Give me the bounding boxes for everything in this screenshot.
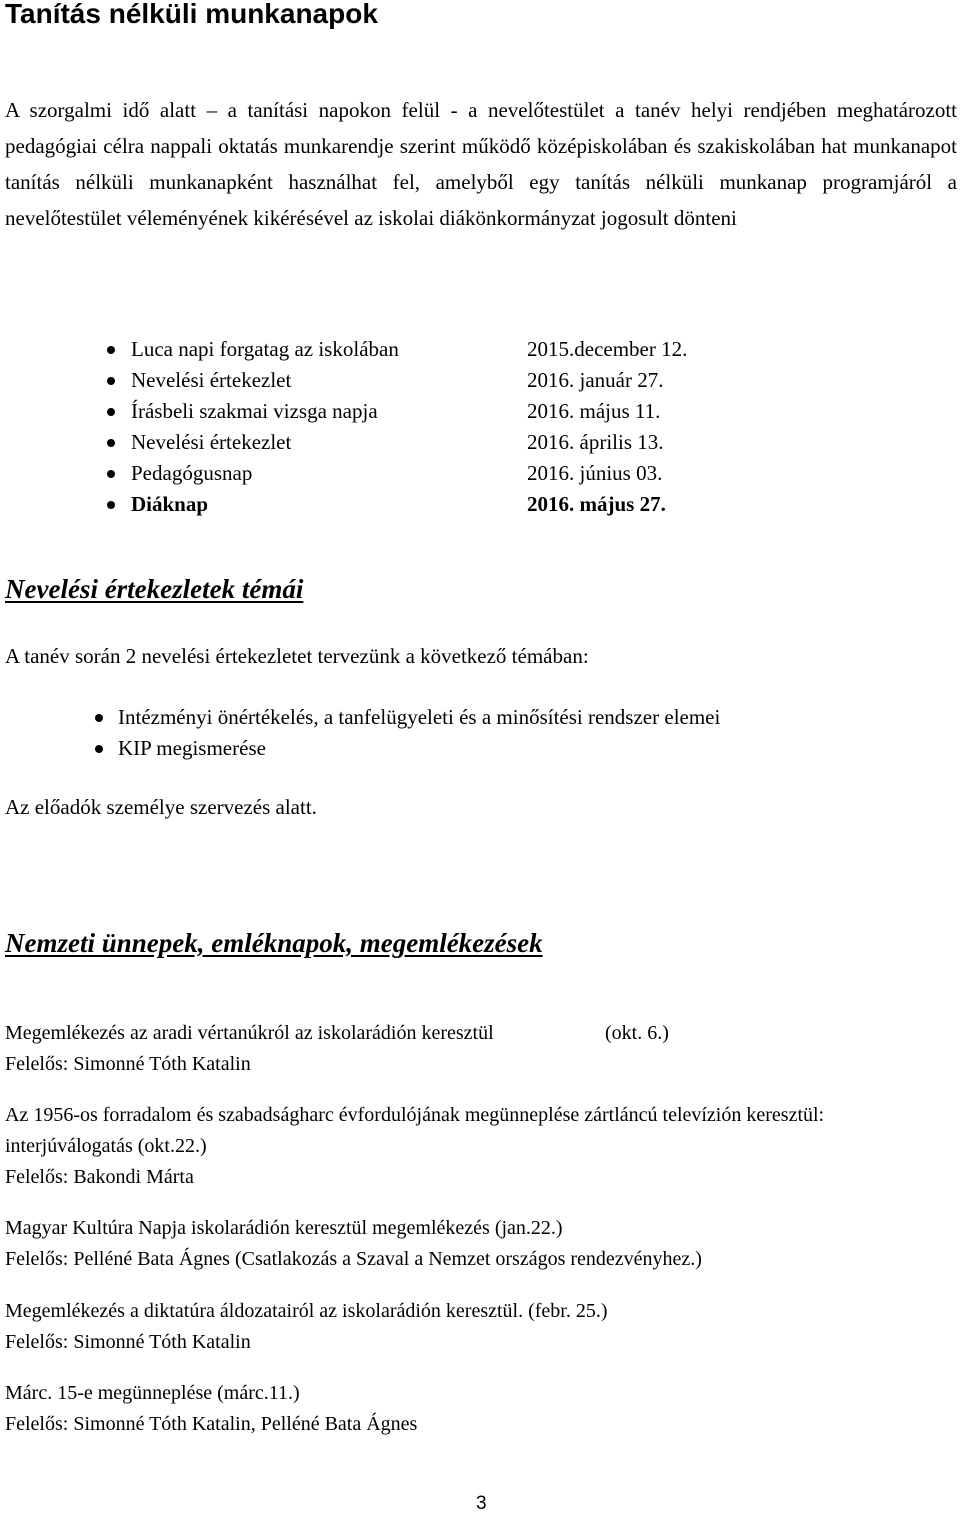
entry-date: (okt. 6.) [605,1022,669,1044]
event-date: 2016. június 03. [527,461,663,485]
bullet-icon [95,745,103,753]
entry-title: Az 1956-os forradalom és szabadságharc évfordulójának megünneplése zártláncú televízión keresztül: [5,1104,825,1126]
entry-title: Márc. 15-e megünneplése (márc.11.) [5,1382,300,1404]
section-heading-meetings: Nevelési értekezletek témái [5,574,304,604]
event-date: 2016. április 13. [527,430,664,454]
topic-text: Intézményi önértékelés, a tanfelügyeleti és a minősítési rendszer elemei [118,705,721,729]
event-name: Írásbeli szakmai vizsga napja [131,399,378,423]
intro-paragraph: A szorgalmi idő alatt – a tanítási napokon felül - a nevelőtestület a tanév helyi rendjében meghatározott pedagógiai célra nappali oktatás munkarendje szerint működő középiskolában és szakiskolában hat munkanapot tanítás nélküli munkanapként használhat fel, amelyből egy tanítás nélküli munkanap programjáról a nevelőtestület véleményének kikérésével az iskolai diákönkormányzat jogosult dönteni [5,98,957,230]
bullet-icon [107,439,115,447]
speakers-note: Az előadók személye szervezés alatt. [5,795,317,819]
entry-responsible: Felelős: Bakondi Márta [5,1166,194,1188]
event-name: Luca napi forgatag az iskolában [131,337,399,361]
event-date: 2016. január 27. [527,368,664,392]
event-name: Nevelési értekezlet [131,368,292,392]
entry-responsible: Felelős: Simonné Tóth Katalin, Pelléné Bata Ágnes [5,1413,418,1435]
bullet-icon [95,714,103,722]
entry-responsible: Felelős: Pelléné Bata Ágnes (Csatlakozás a Szaval a Nemzet országos rendezvényhez.) [5,1248,702,1270]
entry-responsible: Felelős: Simonné Tóth Katalin [5,1331,251,1353]
event-date: 2016. május 11. [527,399,661,423]
entry-title-continued: interjúválogatás (okt.22.) [5,1135,207,1157]
section-heading-holidays: Nemzeti ünnepek, emléknapok, megemlékezések [5,928,543,958]
event-name: Diáknap [131,492,209,516]
page-title: Tanítás nélküli munkanapok [5,0,378,29]
bullet-icon [107,377,115,385]
event-name: Pedagógusnap [131,461,253,485]
bullet-icon [107,470,115,478]
event-date: 2015.december 12. [527,337,688,361]
bullet-icon [107,408,115,416]
event-date: 2016. május 27. [527,492,666,516]
bullet-icon [107,501,115,509]
event-name: Nevelési értekezlet [131,430,292,454]
page-number: 3 [476,1493,487,1514]
meetings-intro: A tanév során 2 nevelési értekezletet tervezünk a következő témában: [5,644,589,668]
entry-title: Megemlékezés a diktatúra áldozatairól az iskolarádión keresztül. (febr. 25.) [5,1300,608,1322]
entry-title: Magyar Kultúra Napja iskolarádión keresztül megemlékezés (jan.22.) [5,1217,563,1239]
bullet-icon [107,346,115,354]
topic-text: KIP megismerése [118,736,266,760]
entry-responsible: Felelős: Simonné Tóth Katalin [5,1053,251,1075]
entry-title: Megemlékezés az aradi vértanúkról az iskolarádión keresztül (okt. 6.) [5,1018,494,1049]
